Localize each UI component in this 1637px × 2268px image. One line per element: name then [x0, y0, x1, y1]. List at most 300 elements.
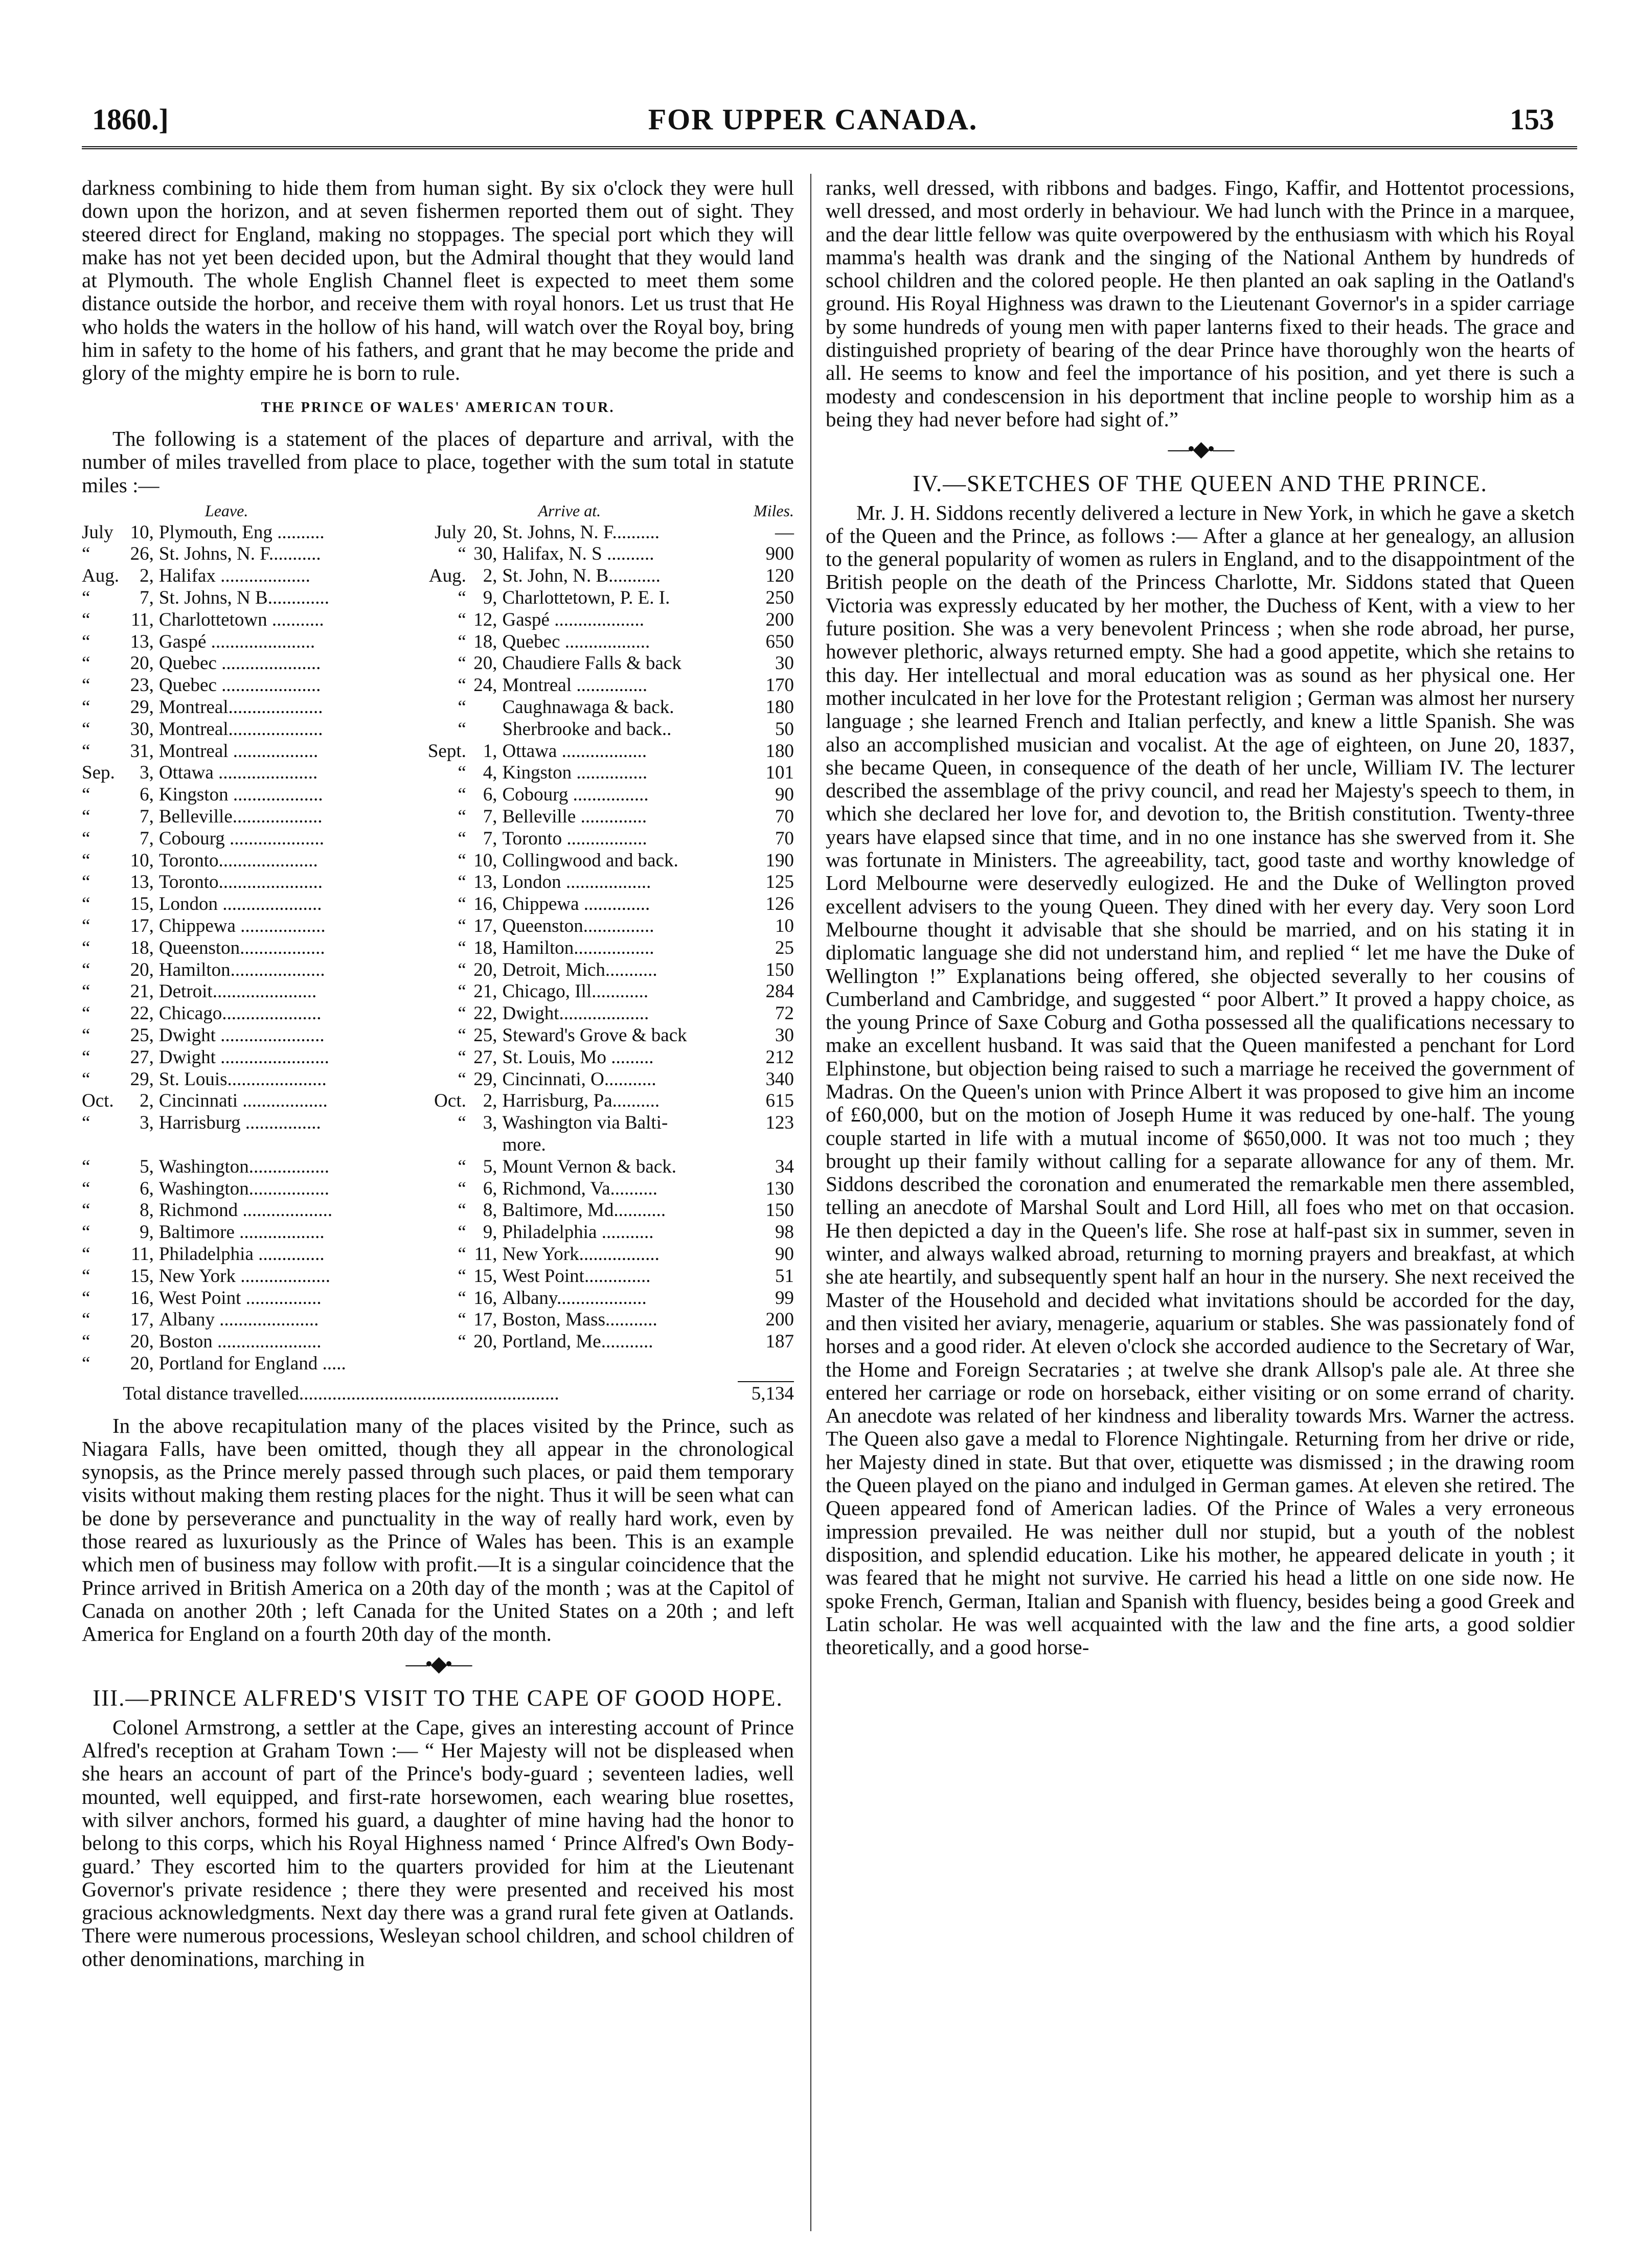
arrival-day-cell: 17,: [473, 915, 497, 936]
arrival-day-cell: 10,: [473, 850, 497, 871]
arrival-month-cell: Oct.: [434, 1090, 466, 1112]
running-header: [72, 102, 1554, 143]
arrival-month-cell: “: [458, 1024, 466, 1046]
table-row: [82, 1134, 794, 1156]
arrival-day-cell: 12,: [473, 609, 497, 630]
header-year: 1860.]: [92, 103, 169, 136]
table-row: [82, 631, 794, 653]
left-column: [82, 176, 794, 1974]
arrival-day-cell: 17,: [473, 1309, 497, 1331]
month-cell: [82, 1134, 123, 1156]
table-row: [82, 784, 794, 806]
month-cell: “: [82, 1068, 90, 1090]
departure-place-cell: Ottawa .....................: [158, 762, 318, 784]
miles-cell: 284: [765, 981, 794, 1002]
table-row: [82, 828, 794, 850]
arrival-place-cell: Richmond, Va..........: [502, 1178, 658, 1199]
day-cell: 2,: [140, 1090, 154, 1112]
departure-place-cell: Quebec .....................: [158, 675, 321, 696]
table-row: [82, 806, 794, 828]
arrival-month-cell: Sept.: [427, 740, 466, 762]
table-row: [82, 653, 794, 675]
month-cell: “: [82, 1112, 90, 1134]
miles-cell: 250: [765, 587, 794, 609]
arrival-place-cell: Harrisburg, Pa..........: [502, 1090, 660, 1112]
departure-place-cell: Belleville...................: [158, 806, 323, 828]
arrival-month-cell: “: [458, 1178, 466, 1199]
table-row: [82, 850, 794, 872]
arrival-month-cell: July: [435, 521, 466, 543]
day-cell: 9,: [140, 1222, 154, 1243]
right-column: [826, 176, 1575, 1662]
arrival-day-cell: 18,: [473, 631, 497, 652]
departure-place-cell: Montreal....................: [158, 718, 323, 740]
day-cell: 8,: [140, 1200, 154, 1221]
arrival-day-cell: [466, 697, 503, 719]
month-cell: Aug.: [82, 565, 119, 587]
section-title: III.—PRINCE ALFRED'S VISIT TO THE CAPE OF GOOD HOPE.: [93, 1685, 783, 1711]
day-cell: 13,: [130, 872, 154, 893]
miles-cell: 212: [765, 1046, 794, 1068]
arrival-day-cell: 15,: [473, 1265, 497, 1287]
paragraph: In the above recapitulation many of the places visited by the Prince, such as Niagara Falls, have been omitted, though they all appear in the chronological synopsis, as the Prince merely passed through such places, or paid them temporary visits without making them resting places for the night. Thus it will be seen what can be done by perseverance and punctuality in the way of really hard work, even by those reared as luxuriously as the Prince of Wales has been. This is an example which men of business may follow with profit.—It is a singular coincidence that the Prince arrived in British America on a 20th day of the month ; was at the Capitol of Canada on another 20th ; left Canada for the United States on a 20th ; and left America for England on a fourth 20th day of the month.: [82, 1413, 794, 1646]
arrival-day-cell: 30,: [473, 543, 497, 565]
table-row: [82, 1025, 794, 1047]
column-divider: [810, 174, 811, 2231]
arrive-header: Arrive at.: [538, 501, 601, 520]
arrival-day-cell: 1,: [483, 740, 497, 762]
arrival-day-cell: 9,: [483, 1222, 497, 1243]
arrival-day-cell: 27,: [473, 1046, 497, 1068]
arrival-day-cell: 5,: [483, 1156, 497, 1177]
miles-cell: 340: [765, 1068, 794, 1090]
month-cell: “: [82, 894, 90, 915]
day-cell: 5,: [140, 1156, 154, 1177]
tour-heading: THE PRINCE OF WALES' AMERICAN TOUR.: [261, 399, 615, 416]
arrival-place-cell: Montreal ...............: [502, 675, 648, 696]
arrival-month-cell: “: [458, 784, 466, 806]
miles-cell: 30: [775, 1024, 794, 1046]
arrival-month-cell: “: [458, 937, 466, 958]
miles-cell: 200: [765, 609, 794, 630]
section-ornament: —•◆•—: [1168, 438, 1233, 462]
month-cell: July: [82, 521, 113, 543]
arrival-place-cell: Collingwood and back.: [502, 850, 678, 871]
departure-place-cell: Albany .....................: [158, 1309, 319, 1331]
arrival-month-cell: “: [458, 1200, 466, 1221]
miles-cell: —: [775, 521, 794, 543]
day-cell: 30,: [130, 718, 154, 740]
month-cell: “: [82, 828, 90, 849]
arrival-place-cell: Portland, Me...........: [502, 1331, 653, 1353]
day-cell: 29,: [130, 1068, 154, 1090]
arrival-place-cell: Kingston ...............: [502, 762, 648, 784]
arrival-month-cell: Aug.: [428, 565, 466, 587]
arrival-month-cell: “: [458, 1068, 466, 1090]
table-row: [82, 1222, 794, 1244]
departure-place-cell: Dwight .......................: [158, 1046, 329, 1068]
day-cell: 23,: [130, 675, 154, 696]
day-cell: 11,: [131, 609, 154, 630]
month-cell: “: [82, 653, 90, 674]
arrival-place-cell: Detroit, Mich...........: [502, 959, 657, 980]
departure-place-cell: London .....................: [158, 894, 322, 915]
departure-place-cell: Detroit......................: [158, 981, 317, 1002]
day-cell: 7,: [140, 806, 154, 828]
month-cell: “: [82, 806, 90, 828]
page-number: 153: [1510, 103, 1554, 136]
arrival-place-cell: Boston, Mass...........: [502, 1309, 657, 1331]
day-cell: 22,: [130, 1003, 154, 1024]
day-cell: 2,: [140, 565, 154, 587]
arrival-month-cell: “: [458, 1112, 466, 1134]
month-cell: Sep.: [82, 762, 115, 784]
table-row: [82, 522, 794, 544]
month-cell: Oct.: [82, 1090, 114, 1112]
day-cell: 29,: [130, 697, 154, 718]
arrival-place-cell: Steward's Grove & back: [502, 1024, 687, 1046]
miles-cell: 99: [775, 1287, 794, 1309]
header-rule: [82, 146, 1577, 154]
day-cell: 17,: [130, 1309, 154, 1331]
paragraph: darkness combining to hide them from human sight. By six o'clock they were hull down upon the horizon, and at seven fishermen reported them out of sight. They steered direct for England, making no stoppages. The special port which they will make has not yet been decided upon, but the Admiral thought that they would land at Plymouth. The whole English Channel fleet is expected to meet them some distance outside the horbor, and receive them with royal honors. Let us trust that He who holds the waters in the hollow of his hand, will watch over the Royal boy, bring him in safety to the home of his fathers, and grant that he may become the pride and glory of the mighty empire he is born to rule.: [82, 176, 794, 385]
miles-cell: 10: [775, 915, 794, 936]
table-row: [82, 915, 794, 937]
arrival-day-cell: [466, 719, 503, 741]
day-cell: 10,: [130, 521, 154, 543]
table-row: [82, 719, 794, 741]
day-cell: 16,: [130, 1287, 154, 1309]
arrival-place-cell: Chicago, Ill............: [502, 981, 649, 1002]
arrival-day-cell: 22,: [473, 1003, 497, 1024]
table-row: [82, 587, 794, 609]
arrival-place-cell: Dwight...................: [502, 1003, 649, 1024]
arrival-place-cell: Chippewa ..............: [502, 894, 650, 915]
table-row: [82, 1353, 794, 1375]
table-row: [82, 1156, 794, 1178]
tour-table-header: [82, 500, 794, 522]
arrival-place-cell: Charlottetown, P. E. I.: [502, 587, 670, 609]
day-cell: 7,: [140, 828, 154, 849]
arrival-day-cell: 6,: [483, 1178, 497, 1199]
arrival-month-cell: “: [458, 1265, 466, 1287]
departure-place-cell: Toronto......................: [158, 872, 323, 893]
departure-place-cell: Harrisburg ................: [158, 1112, 321, 1134]
arrival-place-cell: Hamilton.................: [502, 937, 654, 958]
day-cell: 11,: [131, 1243, 154, 1265]
arrival-place-cell: St. Louis, Mo .........: [502, 1046, 654, 1068]
miles-cell: 72: [775, 1003, 794, 1024]
table-row: [82, 543, 794, 565]
month-cell: “: [82, 784, 90, 806]
arrival-day-cell: 20,: [473, 1331, 497, 1353]
arrival-month-cell: “: [458, 1046, 466, 1068]
departure-place-cell: Cincinnati ..................: [158, 1090, 328, 1112]
arrival-month-cell: “: [458, 697, 466, 718]
table-row: [82, 1331, 794, 1353]
departure-place-cell: Toronto.....................: [158, 850, 318, 871]
day-cell: 15,: [130, 894, 154, 915]
arrival-month-cell: “: [458, 1003, 466, 1024]
month-cell: “: [82, 1265, 90, 1287]
tour-intro: The following is a statement of the places of departure and arrival, with the number of miles travelled from place to place, together with the sum total in statute miles :—: [82, 426, 794, 497]
miles-cell: 70: [775, 828, 794, 849]
day-cell: [123, 1134, 159, 1156]
arrival-month-cell: “: [458, 653, 466, 674]
month-cell: “: [82, 1200, 90, 1221]
day-cell: 27,: [130, 1046, 154, 1068]
miles-cell: 25: [775, 937, 794, 958]
miles-cell: 120: [765, 565, 794, 587]
day-cell: 20,: [130, 1331, 154, 1353]
arrival-month-cell: “: [458, 872, 466, 893]
arrival-day-cell: 2,: [483, 1090, 497, 1112]
arrival-month-cell: “: [458, 1243, 466, 1265]
table-row: [82, 981, 794, 1003]
table-row: [82, 1112, 794, 1134]
departure-place-cell: Philadelphia ..............: [158, 1243, 325, 1265]
arrival-month-cell: “: [458, 981, 466, 1002]
arrival-month-cell: “: [458, 1287, 466, 1309]
paragraph: ranks, well dressed, with ribbons and badges. Fingo, Kaffir, and Hottentot processions, well dressed, and most orderly in behaviour. We had lunch with the Prince in a marquee, and the dear little fellow was quite overpowered by the enthusiasm with which his Royal mamma's health was drank and the singing of the National Anthem by hundreds of school children and the colored people. He then planted an oak sapling in the Oatland's ground. His Royal Highness was drawn to the Lieutenant Governor's in a spider carriage by some hundreds of young men with paper lanterns fixed to their heads. The grace and distinguished propriety of bearing of the dear Prince have thoroughly won the hearts of all. He seems to know and feel the importance of his position, and yet there is such a modesty and condescension in his deportment that incline people to worship him as a being they had never before had sight of.”: [826, 176, 1575, 431]
arrival-place-cell: St. Johns, N. F..........: [502, 521, 660, 543]
arrival-month-cell: “: [458, 609, 466, 630]
arrival-day-cell: 20,: [473, 653, 497, 674]
month-cell: “: [82, 915, 90, 936]
arrival-day-cell: 21,: [473, 981, 497, 1002]
miles-cell: 30: [775, 653, 794, 674]
arrival-day-cell: 20,: [473, 521, 497, 543]
month-cell: “: [82, 850, 90, 871]
miles-cell: 190: [765, 850, 794, 871]
arrival-month-cell: “: [458, 894, 466, 915]
departure-place-cell: Richmond ...................: [158, 1200, 333, 1221]
month-cell: “: [82, 1024, 90, 1046]
arrival-month-cell: “: [458, 1156, 466, 1177]
arrival-place-cell: Caughnawaga & back.: [502, 697, 674, 718]
arrival-month-cell: “: [458, 631, 466, 652]
miles-cell: 170: [765, 675, 794, 696]
arrival-day-cell: 9,: [483, 587, 497, 609]
departure-place-cell: Cobourg ....................: [158, 828, 324, 849]
miles-cell: 98: [775, 1222, 794, 1243]
departure-place-cell: Charlottetown ...........: [158, 609, 324, 630]
departure-place-cell: Montreal ..................: [158, 740, 319, 762]
section-ornament: —•◆•—: [405, 1652, 470, 1676]
miles-cell: 130: [765, 1178, 794, 1199]
departure-place-cell: Halifax ...................: [158, 565, 310, 587]
day-cell: 20,: [130, 959, 154, 980]
table-row: [82, 1003, 794, 1025]
arrival-month-cell: “: [458, 828, 466, 849]
arrival-day-cell: 8,: [483, 1200, 497, 1221]
month-cell: “: [82, 609, 90, 630]
arrival-day-cell: 16,: [473, 894, 497, 915]
day-cell: 3,: [140, 762, 154, 784]
departure-place-cell: St. Johns, N B.............: [158, 587, 329, 609]
miles-cell: 900: [765, 543, 794, 565]
arrival-day-cell: 24,: [473, 675, 497, 696]
month-cell: “: [82, 1156, 90, 1177]
section-title: IV.—SKETCHES OF THE QUEEN AND THE PRINCE.: [913, 470, 1488, 496]
day-cell: 26,: [130, 543, 154, 565]
arrival-day-cell: [466, 1134, 503, 1156]
arrival-place-cell: Ottawa ..................: [502, 740, 647, 762]
table-row: [82, 894, 794, 915]
day-cell: 20,: [130, 653, 154, 674]
arrival-month-cell: “: [458, 1331, 466, 1353]
table-row: [82, 1090, 794, 1112]
leave-header: Leave.: [204, 501, 248, 520]
miles-cell: 51: [775, 1265, 794, 1287]
table-row: [82, 697, 794, 719]
miles-cell: [738, 1353, 794, 1375]
arrival-place-cell: New York.................: [502, 1243, 660, 1265]
miles-cell: 70: [775, 806, 794, 828]
month-cell: “: [82, 1287, 90, 1309]
table-row: [82, 872, 794, 894]
paragraph: Mr. J. H. Siddons recently delivered a lecture in New York, in which he gave a sketch of the Queen and the Prince, as follows :— After a glance at her genealogy, an allusion to the general popularity of women as rulers in England, and to the disappointment of the British people on the death of the Princess Charlotte, Mr. Siddons stated that Queen Victoria was expressly educated by her mother, the Duchess of Kent, with a view to her future position. She was a very benevolent Princess ; when she rode abroad, her purse, however plethoric, always returned empty. She had a good appetite, which she retains to this day. Her intellectual and moral education was as sound as her physical one. Her mother inculcated in her love for the Protestant religion ; German was almost her nursery language ; she learned French and Italian perfectly, and knew a little Spanish. She was also an accomplished musician and vocalist. At the age of eighteen, on June 20, 1837, she became Queen, in consequence of the death of her uncle, William IV. The lecturer described the assemblage of the privy council, and read her Majesty's speech to them, in which she declared her love for, and devotion to, the British constitution. Twenty-three years have elapsed since that time, and in no one instance has she swerved from it. She was fortunate in Ministers. The agreeability, tact, good taste and worthy knowledge of Lord Melbourne were deservedly eulogized. He and the Duke of Wellington proved excellent advisers to the young Queen. They dined with her every day. Very soon Lord Melbourne thought it advisable that she should be married, and on his stating it in diplomatic language she did not understand him, and replied “ let me have the Duke of Wellington !” Explanations being offered, she objected severally to her cousins of Cumberland and Cambridge, and suggested “ poor Albert.” It proved a happy choice, as the young Prince of Saxe Coburg and Gotha possessed all the qualifications necessary to make an excellent husband. It was said that the Queen manifested a penchant for Lord Elphinstone, but objection being raised to such a marriage he received the government of Madras. On the Queen's union with Prince Albert it was proposed to give him an income of £60,000, but on the motion of Joseph Hume it was reduced by one-half. The young couple started in life with a mutual income of $650,000. It was not too much ; they brought up their family without calling for a separate allowance for any of them. Mr. Siddons described the coronation and enumerated the remarkable men there assembled, telling an anecdote of Marshal Soult and Lord Hill, all foes who met on that occasion. He then depicted a day in the Queen's life. She rose at half-past six in summer, seven in winter, and always walked abroad, returning to morning prayers and breakfast, at which she ate heartily, and subsequently spent half an hour in the nursery. She next received the Master of the Household and decided what invitations should be accorded for the day, and then visited her aviary, menagerie, aquarium or stables. She was passionately fond of horses and a good rider. At eleven o'clock she accorded audience to the Secretary of War, the Home and Foreign Secrataries ; at twelve she drank Allsop's pale ale. At three she entered her carriage or rode on horseback, either visiting or on some errand of charity. An anecdote was related of her kindness and liberality towards Mrs. Warner the actress. The Queen also gave a medal to Florence Nightingale. Returning from her drive or ride, her Majesty dined in state. But that over, etiquette was dismissed ; in the drawing room the Queen played on the piano and indulged in German games. At eleven she retired. The Queen appeared fond of American ladies. Of the Prince of Wales a very erroneous impression prevailed. He was neither dull nor stupid, but a youth of the noblest disposition, and splendid education. Like his mother, he appeared delicate in youth ; it was feared that he might not survive. He carried his head a little on one side now. He spoke French, German, Italian and Spanish with fluency, besides being a good Greek and Latin scholar. He was well acquainted with the law and the fine arts, a good soldier theoretically, and a good horse-: [826, 500, 1575, 1659]
arrival-day-cell: 7,: [483, 828, 497, 849]
departure-place-cell: New York ...................: [158, 1265, 330, 1287]
total-row: [82, 1382, 794, 1405]
departure-place-cell: Washington.................: [158, 1178, 329, 1199]
arrival-day-cell: 2,: [483, 565, 497, 587]
departure-place-cell: Portland for England .....: [158, 1353, 346, 1374]
arrival-place-cell: Quebec ..................: [502, 631, 650, 652]
day-cell: 10,: [130, 850, 154, 871]
day-cell: 3,: [140, 1112, 154, 1134]
tour-table: [82, 500, 794, 1405]
table-row: [82, 1266, 794, 1288]
miles-cell: 187: [765, 1331, 794, 1353]
month-cell: “: [82, 1222, 90, 1243]
arrival-place-cell: Baltimore, Md...........: [502, 1200, 666, 1221]
arrival-day-cell: 6,: [483, 784, 497, 806]
day-cell: 21,: [130, 981, 154, 1002]
table-row: [82, 675, 794, 697]
departure-place-cell: Dwight ......................: [158, 1024, 325, 1046]
arrival-place-cell: Gaspé ...................: [502, 609, 644, 630]
table-row: [82, 1178, 794, 1200]
departure-place-cell: Boston ......................: [158, 1331, 322, 1353]
table-row: [82, 762, 794, 784]
miles-cell: 180: [765, 697, 794, 718]
arrival-place-cell: Queenston...............: [502, 915, 654, 936]
day-cell: 7,: [140, 587, 154, 609]
arrival-day-cell: 11,: [474, 1243, 497, 1265]
table-row: [82, 1069, 794, 1091]
month-cell: “: [82, 1003, 90, 1024]
month-cell: “: [82, 740, 90, 762]
month-cell: “: [82, 872, 90, 893]
miles-cell: 200: [765, 1309, 794, 1331]
arrival-place-cell: Belleville ..............: [502, 806, 647, 828]
month-cell: “: [82, 1243, 90, 1265]
sum-rule: [738, 1381, 794, 1382]
month-cell: “: [82, 937, 90, 958]
day-cell: 15,: [130, 1265, 154, 1287]
miles-header: Miles.: [753, 501, 794, 520]
header-title: FOR UPPER CANADA.: [648, 103, 978, 136]
miles-cell: 90: [775, 1243, 794, 1265]
miles-cell: [738, 1134, 794, 1156]
arrival-month-cell: [422, 1353, 466, 1375]
miles-cell: 150: [765, 1200, 794, 1221]
arrival-month-cell: “: [458, 587, 466, 609]
arrival-place-cell: St. John, N. B...........: [502, 565, 661, 587]
arrival-month-cell: “: [458, 718, 466, 740]
arrival-day-cell: 25,: [473, 1024, 497, 1046]
miles-cell: 34: [775, 1156, 794, 1177]
arrival-day-cell: 29,: [473, 1068, 497, 1090]
miles-cell: 101: [765, 762, 794, 784]
table-row: [82, 565, 794, 587]
arrival-month-cell: “: [458, 1222, 466, 1243]
arrival-place-cell: Toronto .................: [502, 828, 647, 849]
arrival-day-cell: 18,: [473, 937, 497, 958]
miles-cell: 615: [765, 1090, 794, 1112]
total-rule-row: [82, 1375, 794, 1382]
arrival-month-cell: “: [458, 1309, 466, 1331]
miles-cell: 50: [775, 718, 794, 740]
day-cell: 20,: [130, 1353, 154, 1374]
arrival-place-cell: Cincinnati, O...........: [502, 1068, 656, 1090]
miles-cell: 90: [775, 784, 794, 806]
arrival-place-cell: London ..................: [502, 872, 651, 893]
month-cell: “: [82, 981, 90, 1002]
arrival-day-cell: 20,: [473, 959, 497, 980]
month-cell: “: [82, 1178, 90, 1199]
arrival-place-cell: Albany...................: [502, 1287, 647, 1309]
arrival-day-cell: 3,: [483, 1112, 497, 1134]
arrival-month-cell: “: [458, 850, 466, 871]
departure-place-cell: Kingston ...................: [158, 784, 323, 806]
miles-cell: 123: [765, 1112, 794, 1134]
month-cell: “: [82, 1309, 90, 1331]
departure-place-cell: Chicago.....................: [158, 1003, 322, 1024]
departure-place-cell: Baltimore ..................: [158, 1222, 325, 1243]
arrival-month-cell: “: [458, 675, 466, 696]
arrival-place-cell: West Point..............: [502, 1265, 651, 1287]
arrival-place-cell: Washington via Balti-: [502, 1112, 668, 1134]
arrival-month-cell: “: [458, 543, 466, 565]
departure-place-cell: Queenston..................: [158, 937, 325, 958]
arrival-month-cell: “: [458, 959, 466, 980]
month-cell: “: [82, 1353, 90, 1374]
month-cell: “: [82, 587, 90, 609]
table-row: [82, 741, 794, 763]
arrival-day-cell: 7,: [483, 806, 497, 828]
table-row: [82, 1309, 794, 1331]
arrival-place-cell: Cobourg ................: [502, 784, 649, 806]
month-cell: “: [82, 543, 90, 565]
table-row: [82, 1200, 794, 1222]
table-row: [82, 1244, 794, 1266]
departure-place-cell: Washington.................: [158, 1156, 329, 1177]
miles-cell: 650: [765, 631, 794, 652]
day-cell: 13,: [130, 631, 154, 652]
departure-place-cell: [159, 1134, 422, 1156]
arrival-day-cell: 4,: [483, 762, 497, 784]
departure-place-cell: St. Johns, N. F...........: [158, 543, 321, 565]
departure-place-cell: Montreal....................: [158, 697, 323, 718]
departure-place-cell: Quebec .....................: [158, 653, 321, 674]
arrival-place-cell: Chaudiere Falls & back: [502, 653, 681, 674]
miles-cell: 180: [765, 740, 794, 762]
day-cell: 31,: [130, 740, 154, 762]
arrival-place-cell: Philadelphia ...........: [502, 1222, 654, 1243]
